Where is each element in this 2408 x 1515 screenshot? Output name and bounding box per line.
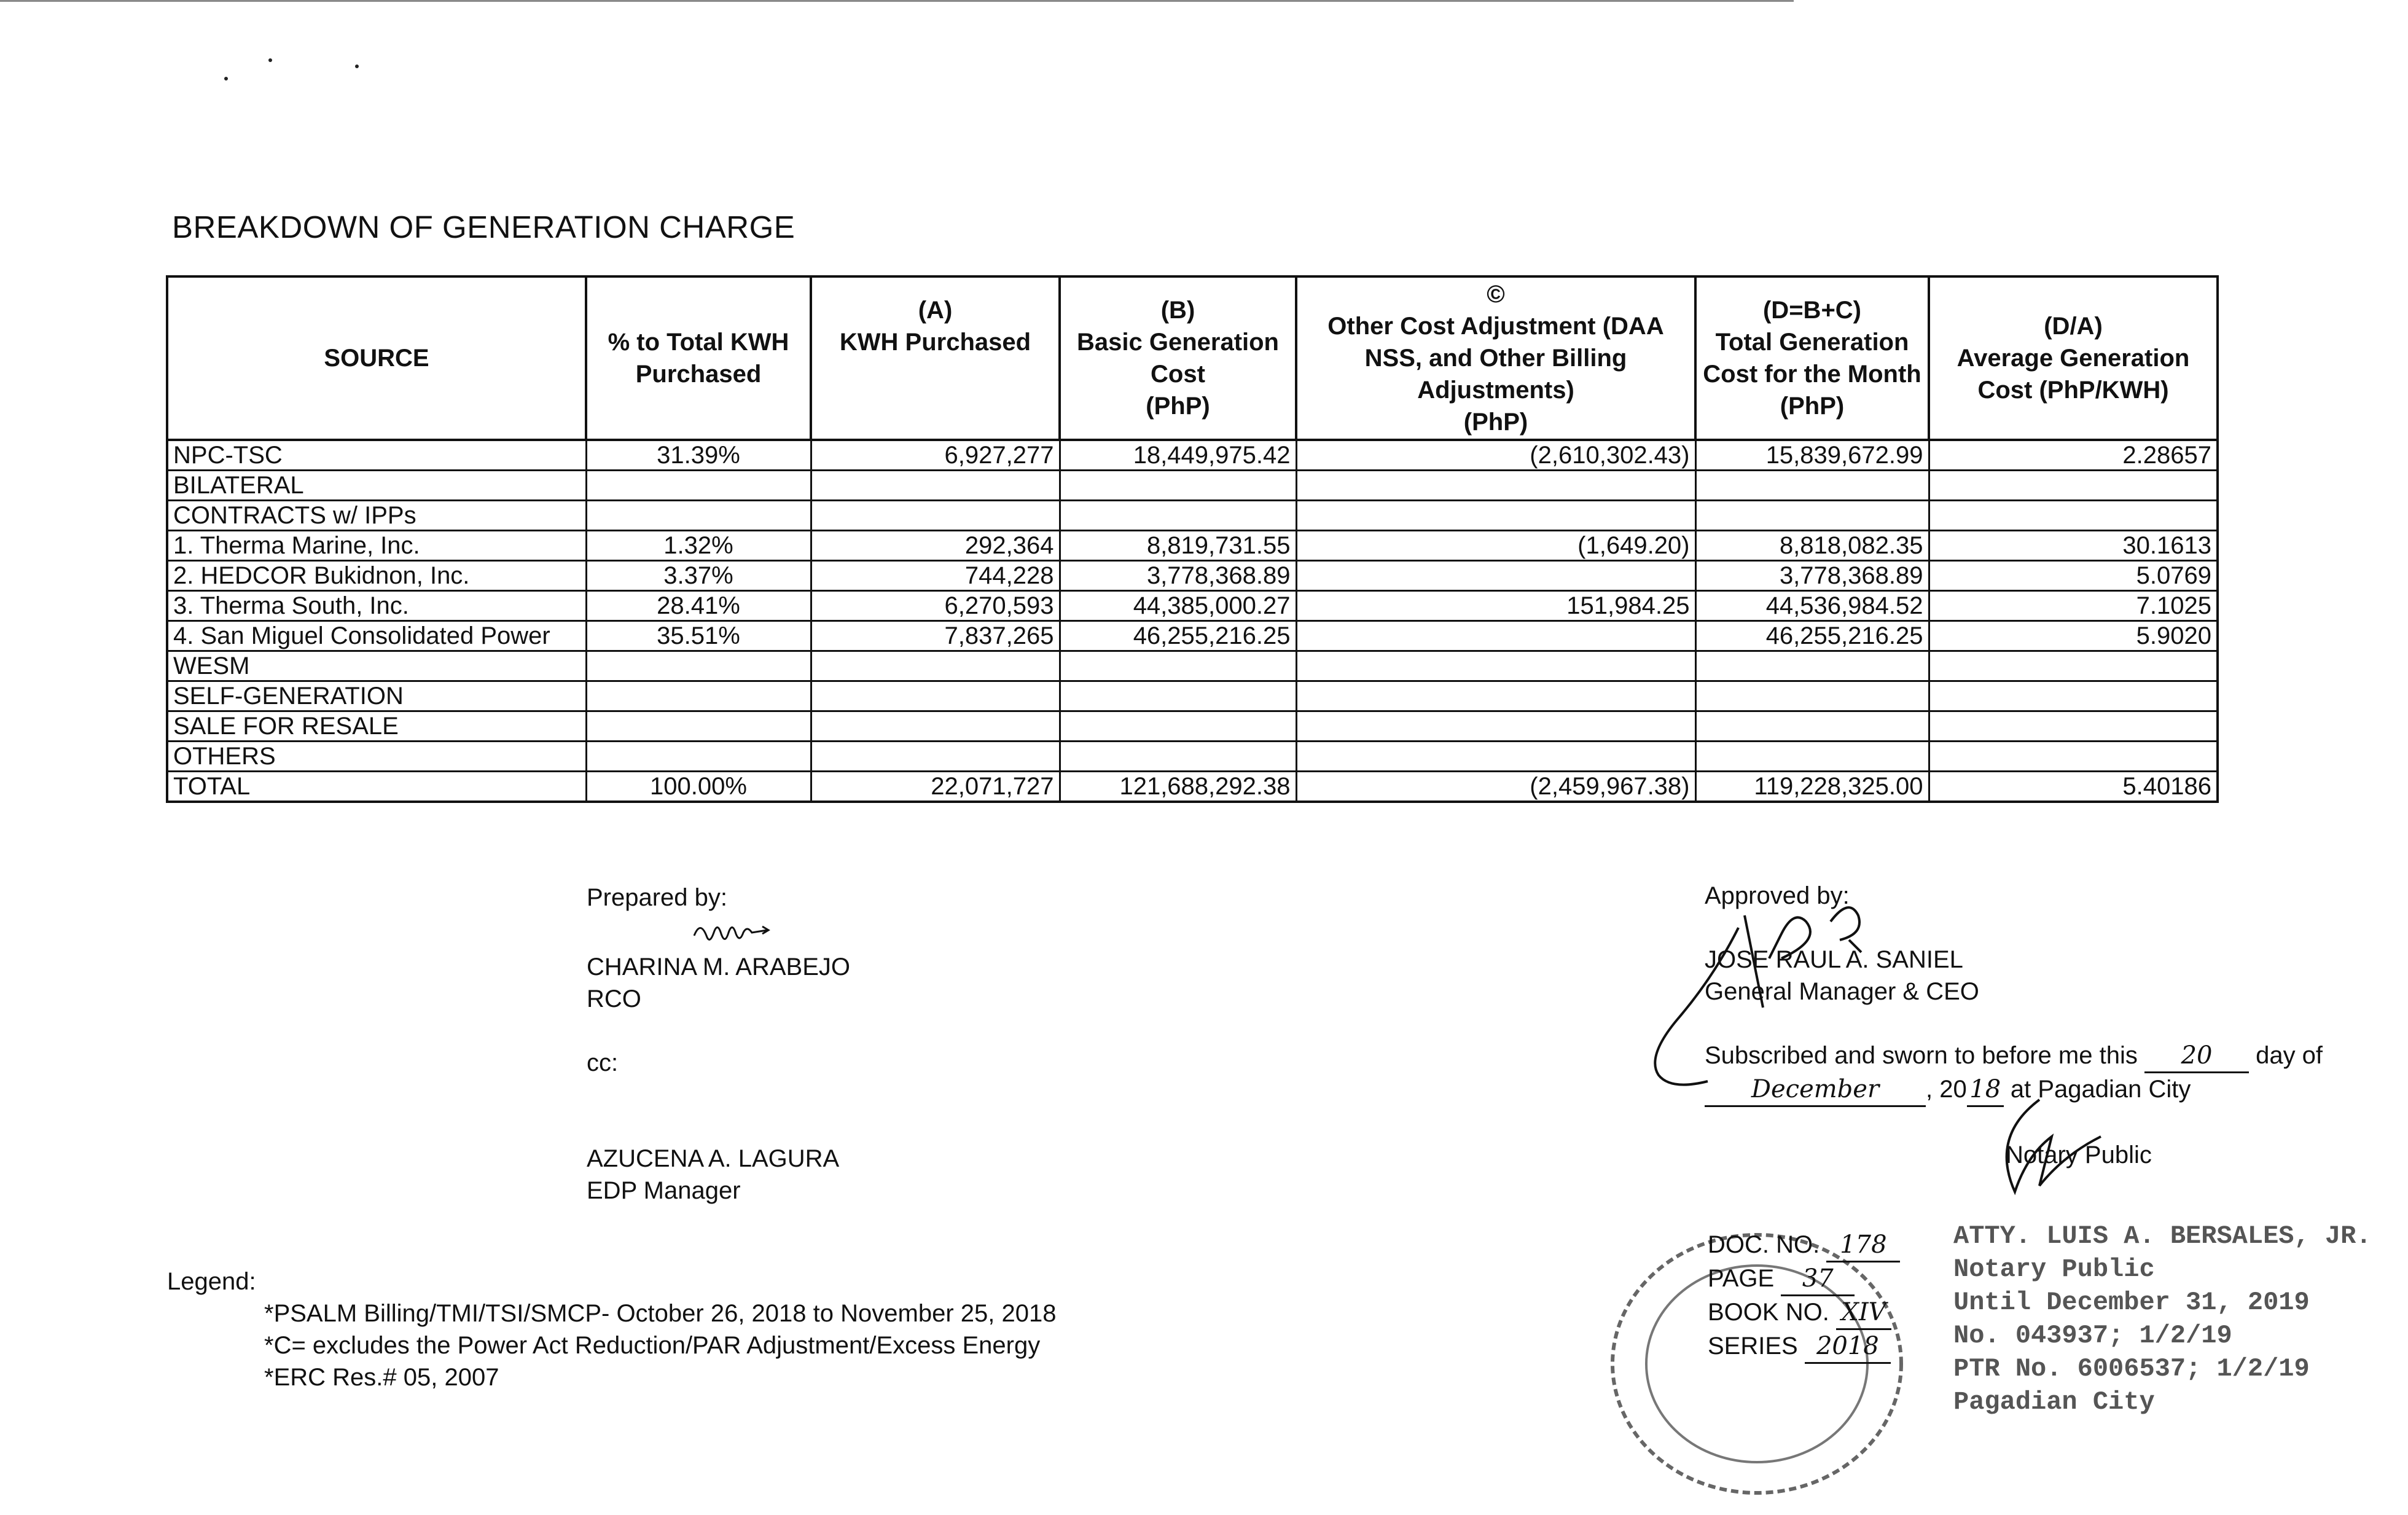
cell-pct: 3.37% [586,561,811,591]
cell-kwh [811,651,1060,681]
cell-avg [1929,711,2218,742]
cell-avg [1929,501,2218,531]
cell-avg [1929,742,2218,772]
table-row [167,711,2218,742]
notary-label: Notary Public [2006,1141,2152,1169]
doc-no: DOC. NO. 178 [1708,1229,1900,1262]
cell-basic: 8,819,731.55 [1060,531,1296,561]
legend-item: *C= excludes the Power Act Reduction/PAR Adjustment/Excess Energy [264,1332,1041,1359]
notary-register [1708,1229,1900,1364]
cell-total: 44,536,984.52 [1695,591,1929,621]
cell-total: 15,839,672.99 [1695,440,1929,471]
cell-avg: 5.9020 [1929,621,2218,651]
cell-kwh: 7,837,265 [811,621,1060,651]
header-kwh: (A) KWH Purchased [811,276,1060,440]
cell-avg [1929,471,2218,501]
cell-kwh: 292,364 [811,531,1060,561]
cell-basic [1060,651,1296,681]
table-row [167,681,2218,711]
scan-speck [355,65,359,68]
preparer-signature [691,917,814,951]
cell-source: 1. Therma Marine, Inc. [167,531,586,561]
table-row-total [167,772,2218,802]
preparer-name: CHARINA M. ARABEJO [587,953,850,981]
cell-kwh [811,742,1060,772]
cell-source: 2. HEDCOR Bukidnon, Inc. [167,561,586,591]
cell-pct: 28.41% [586,591,811,621]
cell-pct: 1.32% [586,531,811,561]
cell-source: SELF-GENERATION [167,681,586,711]
cell-total: 119,228,325.00 [1695,772,1929,802]
scan-top-edge [0,0,1794,2]
cell-kwh [811,501,1060,531]
cell-pct [586,742,811,772]
prepared-by-label: Prepared by: [587,884,728,911]
legend-items [264,1298,1056,1393]
cell-basic [1060,711,1296,742]
generation-charge-table [166,275,2219,803]
cell-basic: 3,778,368.89 [1060,561,1296,591]
cell-total: 8,818,082.35 [1695,531,1929,561]
header-basic: (B) Basic Generation Cost (PhP) [1060,276,1296,440]
header-source: SOURCE [167,276,586,440]
cell-basic: 121,688,292.38 [1060,772,1296,802]
cell-other [1296,681,1695,711]
cell-source: CONTRACTS w/ IPPs [167,501,586,531]
cell-avg [1929,651,2218,681]
header-other: © Other Cost Adjustment (DAA NSS, and Other Billing Adjustments) (PhP) [1296,276,1695,440]
approver-title: General Manager & CEO [1705,978,1979,1005]
cell-kwh [811,681,1060,711]
cell-kwh [811,471,1060,501]
legend-item: *ERC Res.# 05, 2007 [264,1364,499,1391]
sworn-year: 18 [1967,1073,2004,1107]
series-no: SERIES 2018 [1708,1330,1900,1364]
cell-other [1296,561,1695,591]
sworn-statement: Subscribed and sworn to before me this 20 day of [1705,1039,2323,1073]
header-pct: % to Total KWH Purchased [586,276,811,440]
cell-pct: 100.00% [586,772,811,802]
header-avg: (D/A) Average Generation Cost (PhP/KWH) [1929,276,2218,440]
sworn-day: 20 [2144,1039,2249,1073]
page-title: BREAKDOWN OF GENERATION CHARGE [172,209,796,245]
cell-source: 3. Therma South, Inc. [167,591,586,621]
cell-other [1296,651,1695,681]
cell-other [1296,742,1695,772]
prepared-by-block [587,882,850,1207]
table-row [167,651,2218,681]
cell-pct: 31.39% [586,440,811,471]
book-no: BOOK NO. XIV [1708,1296,1900,1330]
cell-pct: 35.51% [586,621,811,651]
cell-avg: 5.40186 [1929,772,2218,802]
cell-source: TOTAL [167,772,586,802]
sworn-date-line: December , 20 18 at Pagadian City [1705,1073,2323,1107]
approver-name: JOSE RAUL A. SANIEL [1705,946,1963,973]
notary-stamp-text: ATTY. LUIS A. BERSALES, JR. Notary Public Until December 31, 2019 No. 043937; 1/2/19 PTR No. 6006537; 1/2/19 Pagadian City [1953,1221,2372,1417]
scan-speck [268,58,272,62]
cell-source: NPC-TSC [167,440,586,471]
cell-kwh [811,711,1060,742]
cell-basic [1060,501,1296,531]
cell-source: WESM [167,651,586,681]
cell-other: (2,459,967.38) [1296,772,1695,802]
cc-name: AZUCENA A. LAGURA [587,1145,840,1172]
table-row [167,471,2218,501]
table-row [167,531,2218,561]
cell-other [1296,471,1695,501]
notary-signature [1990,1094,2113,1216]
cell-basic [1060,742,1296,772]
cell-total [1695,711,1929,742]
cell-avg [1929,681,2218,711]
cell-other [1296,501,1695,531]
cell-total [1695,471,1929,501]
cell-source: 4. San Miguel Consolidated Power [167,621,586,651]
cc-title: EDP Manager [587,1177,741,1204]
legend-label: Legend: [167,1268,256,1295]
table-header-row [167,276,2218,440]
cell-total [1695,651,1929,681]
cell-pct [586,681,811,711]
cell-avg: 2.28657 [1929,440,2218,471]
table-row [167,621,2218,651]
cell-other: (2,610,302.43) [1296,440,1695,471]
cell-avg: 30.1613 [1929,531,2218,561]
cell-kwh: 6,270,593 [811,591,1060,621]
cell-pct [586,651,811,681]
cc-label: cc: [587,1049,619,1076]
table-row [167,591,2218,621]
header-total: (D=B+C) Total Generation Cost for the Month (PhP) [1695,276,1929,440]
preparer-title: RCO [587,985,641,1012]
cell-total: 3,778,368.89 [1695,561,1929,591]
scan-speck [224,77,228,80]
approved-by-label: Approved by: [1705,882,1850,909]
cell-kwh: 744,228 [811,561,1060,591]
cell-total [1695,681,1929,711]
cell-source: SALE FOR RESALE [167,711,586,742]
table-row [167,501,2218,531]
cell-source: BILATERAL [167,471,586,501]
cell-pct [586,711,811,742]
table-row [167,742,2218,772]
table-row [167,440,2218,471]
cell-pct [586,501,811,531]
cell-total [1695,501,1929,531]
cell-other [1296,621,1695,651]
cell-avg: 7.1025 [1929,591,2218,621]
cell-total [1695,742,1929,772]
cell-basic [1060,681,1296,711]
cell-basic: 44,385,000.27 [1060,591,1296,621]
cell-other [1296,711,1695,742]
cell-avg: 5.0769 [1929,561,2218,591]
cell-kwh: 6,927,277 [811,440,1060,471]
cell-basic: 46,255,216.25 [1060,621,1296,651]
approver-signature [1646,891,1966,1124]
page-no: PAGE 37 [1708,1262,1900,1296]
sworn-month: December [1705,1073,1926,1107]
cell-kwh: 22,071,727 [811,772,1060,802]
cell-other: 151,984.25 [1296,591,1695,621]
cell-pct [586,471,811,501]
cell-basic [1060,471,1296,501]
cell-source: OTHERS [167,742,586,772]
cell-total: 46,255,216.25 [1695,621,1929,651]
table-row [167,561,2218,591]
cell-basic: 18,449,975.42 [1060,440,1296,471]
legend-item: *PSALM Billing/TMI/TSI/SMCP- October 26, 2018 to November 25, 2018 [264,1300,1057,1327]
cell-other: (1,649.20) [1296,531,1695,561]
